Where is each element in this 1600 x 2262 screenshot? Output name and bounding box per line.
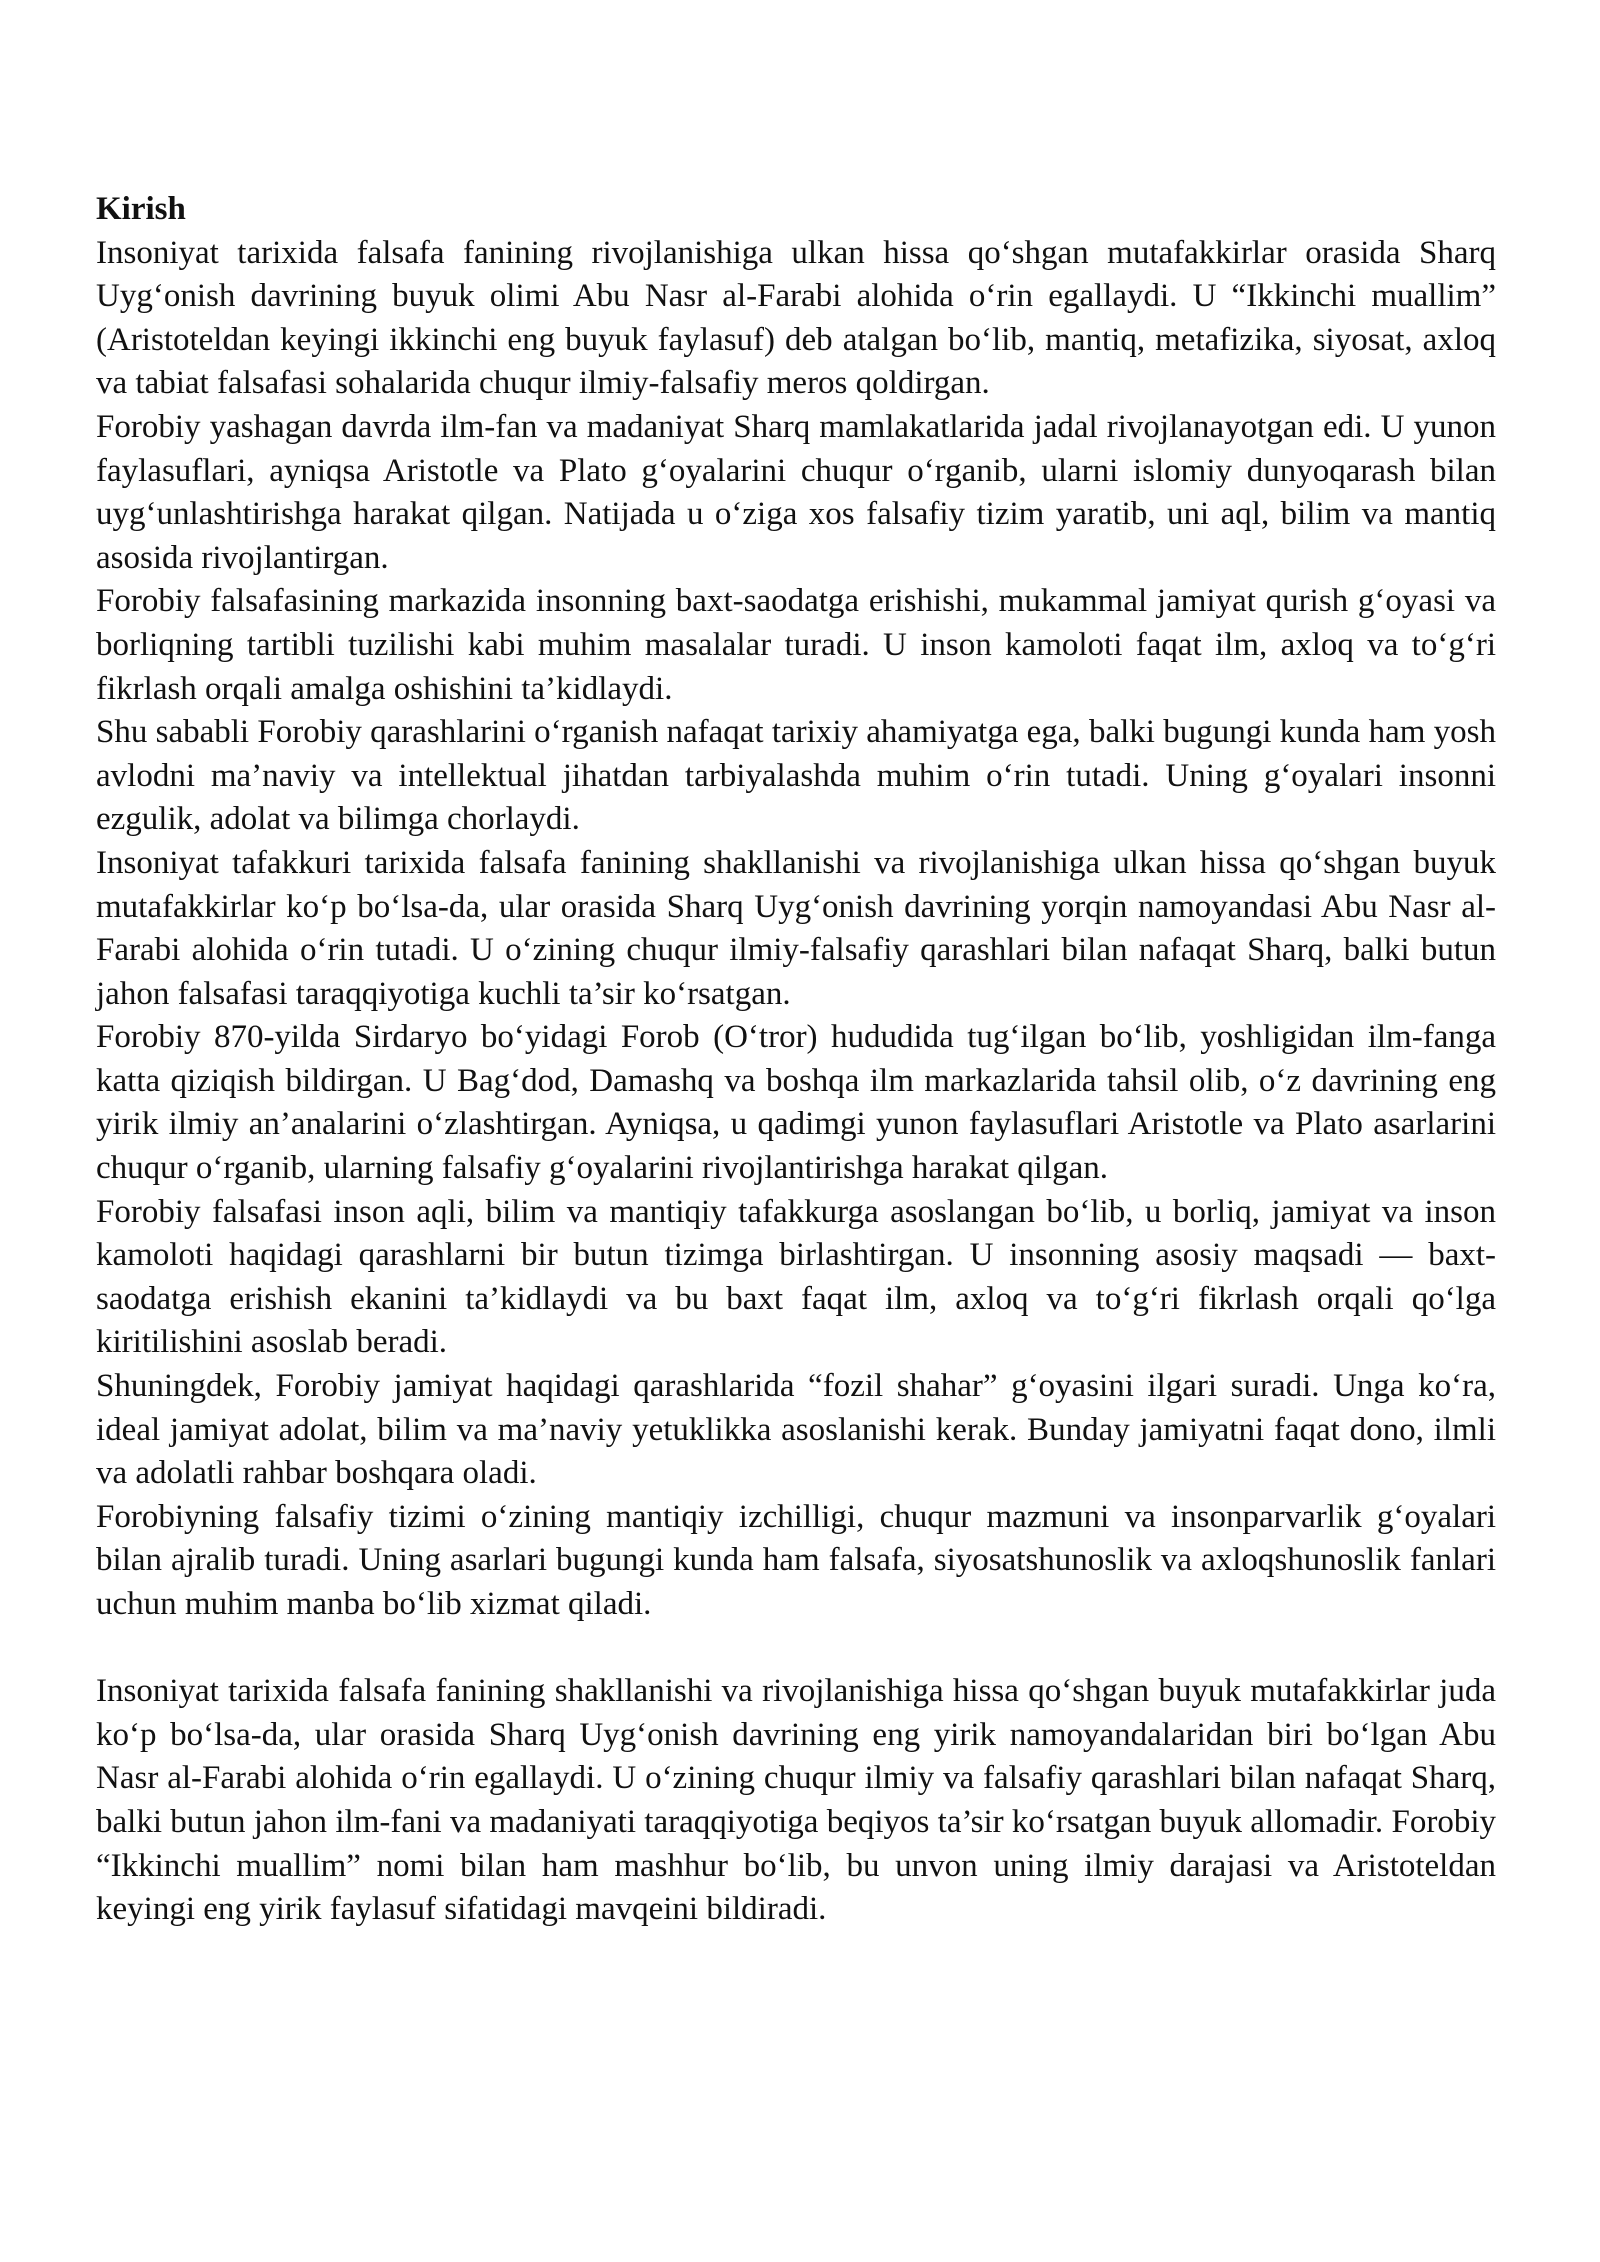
paragraph: Shuningdek, Forobiy jamiyat haqidagi qarashlarida “fozil shahar” g‘oyasini ilgari suradi. Unga ko‘ra, ideal jamiyat adolat, bilim va ma’naviy yetuklikka asoslanishi kerak. Bunday jamiyatni faqat dono, ilmli va adolatli rahbar boshqara oladi. (96, 1368, 1496, 1492)
paragraph: Forobiy 870-yilda Sirdaryo bo‘yidagi Forob (O‘tror) hududida tug‘ilgan bo‘lib, yoshligidan ilm-fanga katta qiziqish bildirgan. U Bag‘dod, Damashq va boshqa ilm markazlarida tahsil olib, o‘z davrining eng yirik ilmiy an’analarini o‘zlashtirgan. Ayniqsa, u qadimgi yunon faylasuflari Aristotle va Plato asarlarini chuqur o‘rganib, ularning falsafiy g‘oyalarini rivojlantirishga harakat qilgan. (96, 1019, 1496, 1187)
document-page (96, 188, 1496, 1932)
paragraph: Forobiyning falsafiy tizimi o‘zining mantiqiy izchilligi, chuqur mazmuni va insonparvarlik g‘oyalari bilan ajralib turadi. Uning asarlari bugungi kunda ham falsafa, siyosatshunoslik va axloqshunoslik fanlari uchun muhim manba bo‘lib xizmat qiladi. (96, 1498, 1496, 1622)
paragraph: Forobiy yashagan davrda ilm-fan va madaniyat Sharq mamlakatlarida jadal rivojlanayotgan edi. U yunon faylasuflari, ayniqsa Aristotle va Plato g‘oyalarini chuqur o‘rganib, ularni islomiy dunyoqarash bilan uyg‘unlashtirishga harakat qilgan. Natijada u o‘ziga xos falsafiy tizim yaratib, uni aql, bilim va mantiq asosida rivojlantirgan. (96, 408, 1496, 576)
paragraph: Insoniyat tarixida falsafa fanining rivojlanishiga ulkan hissa qo‘shgan mutafakkirlar orasida Sharq Uyg‘onish davrining buyuk olimi Abu Nasr al-Farabi alohida o‘rin egallaydi. U “Ikkinchi muallim” (Aristoteldan keyingi ikkinchi eng buyuk faylasuf) deb atalgan bo‘lib, mantiq, metafizika, siyosat, axloq va tabiat falsafasi sohalarida chuqur ilmiy-falsafiy meros qoldirgan. (96, 234, 1496, 402)
paragraph: Insoniyat tarixida falsafa fanining shakllanishi va rivojlanishiga hissa qo‘shgan buyuk mutafakkirlar juda ko‘p bo‘lsa-da, ular orasida Sharq Uyg‘onish davrining eng yirik namoyandalaridan biri bo‘lgan Abu Nasr al-Farabi alohida o‘rin egallaydi. U o‘zining chuqur ilmiy va falsafiy qarashlari bilan nafaqat Sharq, balki butun jahon ilm-fani va madaniyati taraqqiyotiga beqiyos ta’sir ko‘rsatgan buyuk allomadir. Forobiy “Ikkinchi muallim” nomi bilan ham mashhur bo‘lib, bu unvon uning ilmiy darajasi va Aristoteldan keyingi eng yirik faylasuf sifatidagi mavqeini bildiradi. (96, 1673, 1496, 1928)
paragraph: Forobiy falsafasi inson aqli, bilim va mantiqiy tafakkurga asoslangan bo‘lib, u borliq, jamiyat va inson kamoloti haqidagi qarashlarni bir butun tizimga birlashtirgan. U insonning asosiy maqsadi — baxt-saodatga erishish ekanini ta’kidlaydi va bu baxt faqat ilm, axloq va to‘g‘ri fikrlash orqali qo‘lga kiritilishini asoslab beradi. (96, 1193, 1496, 1361)
paragraph: Insoniyat tafakkuri tarixida falsafa fanining shakllanishi va rivojlanishiga ulkan hissa qo‘shgan buyuk mutafakkirlar ko‘p bo‘lsa-da, ular orasida Sharq Uyg‘onish davrining yorqin namoyandasi Abu Nasr al-Farabi alohida o‘rin tutadi. U o‘zining chuqur ilmiy-falsafiy qarashlari bilan nafaqat Sharq, balki butun jahon falsafasi taraqqiyotiga kuchli ta’sir ko‘rsatgan. (96, 844, 1496, 1012)
section-heading: Kirish (96, 191, 186, 227)
paragraph: Shu sababli Forobiy qarashlarini o‘rganish nafaqat tarixiy ahamiyatga ega, balki bugungi kunda ham yosh avlodni ma’naviy va intellektual jihatdan tarbiyalashda muhim o‘rin tutadi. Uning g‘oyalari insonni ezgulik, adolat va bilimga chorlaydi. (96, 714, 1496, 838)
paragraph: Forobiy falsafasining markazida insonning baxt-saodatga erishishi, mukammal jamiyat qurish g‘oyasi va borliqning tartibli tuzilishi kabi muhim masalalar turadi. U inson kamoloti faqat ilm, axloq va to‘g‘ri fikrlash orqali amalga oshishini ta’kidlaydi. (96, 583, 1496, 707)
